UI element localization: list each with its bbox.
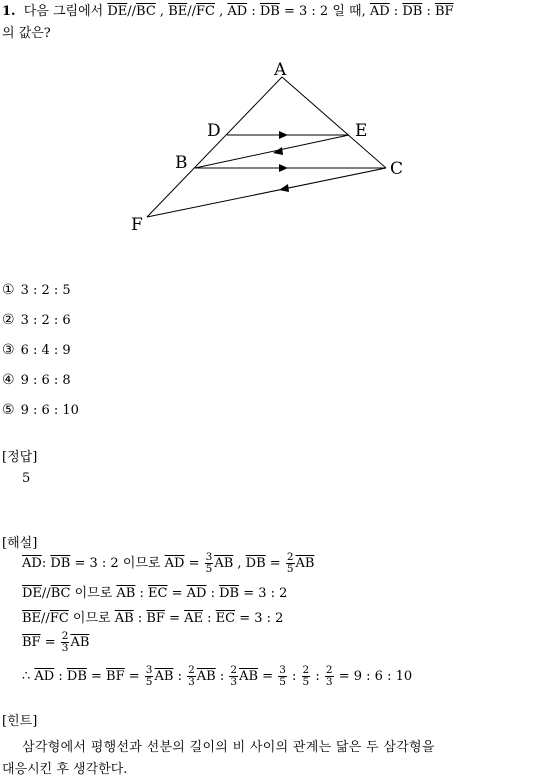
question-line-1: 1. 다음 그림에서 $\overline{DE}//\overline{BC}$ , $\overline{BE}//\overline{FC}$ , $\overline{AD}$ : $\overline{DB} = 3$ : 2 일 때, $\overline{AD}$ : $\overline{DB}$ : $\overline{BF}$ bbox=[2, 4, 454, 19]
explanation-line-4: $\overline{BF}$ = $\frac{2}{3}$ $\overline{AB}$ bbox=[22, 629, 90, 654]
segment-de: $\overline{DE}$ bbox=[107, 4, 128, 19]
hint-header: [힌트] bbox=[2, 714, 38, 729]
explanation-line-5: ∴ $\overline{AD}$ : $\overline{DB} = \overline{BF}$ = $\frac{3}{5}$ $\overline{AB}$ : $\frac{2}{3}$ $\overline{AB}$ : $\frac{2}{3}$ $\overline{AB}$ = $\frac{3}{5}$ : $\frac{2}{5}$ : $\frac{2}{3}$ = 9 : 6 : 10 bbox=[22, 663, 413, 688]
triangle-figure bbox=[0, 0, 535, 260]
segment-bc: $\overline{BC}$ bbox=[136, 4, 156, 19]
label-f: F bbox=[131, 215, 143, 235]
explanation-line-2: $\overline{DE}//\overline{BC}$ 이므로 $\overline{AB}$ : $\overline{EC} = \overline{AD}$ : $\overline{DB} = 3$ : 2 bbox=[22, 586, 288, 601]
ratio-value: = 3 : 2 bbox=[283, 4, 329, 19]
answer-header: [정답] bbox=[2, 450, 38, 465]
hint-line-1: 삼각형에서 평행선과 선분의 길이의 비 사이의 관계는 닮은 두 삼각형을 bbox=[22, 740, 435, 755]
choice-1[interactable]: ① 3 : 2 : 5 bbox=[2, 282, 71, 298]
arrow-fc bbox=[279, 184, 289, 192]
label-e: E bbox=[355, 121, 368, 141]
segment-ad: $\overline{AD}$ bbox=[227, 4, 248, 19]
segment-bf: $\overline{BF}$ bbox=[434, 4, 454, 19]
choice-5[interactable]: ⑤ 9 : 6 : 10 bbox=[2, 402, 79, 418]
explanation-line-1: $\overline{AD}$: $\overline{DB} = 3$ : 2 이므로 $\overline{AD}$ = $\frac{3}{5}$ $\overline{AB}$ , $\overline{DB}$ = $\frac{2}{5}$ $\overline{AB}$ bbox=[22, 550, 315, 575]
explanation-line-3: $\overline{BE}//\overline{FC}$ 이므로 $\overline{AB}$ : $\overline{BF} = \overline{AE}$ : $\overline{EC} = 3$ : 2 bbox=[22, 611, 284, 626]
segment-fc-line bbox=[147, 168, 386, 217]
answer-value: 5 bbox=[22, 471, 31, 486]
question-when: 일 때, bbox=[332, 4, 366, 19]
segment-db: $\overline{DB}$ bbox=[259, 4, 280, 19]
choice-3[interactable]: ③ 6 : 4 : 9 bbox=[2, 342, 71, 358]
side-ac bbox=[282, 77, 386, 168]
hint-line-2: 대응시킨 후 생각한다. bbox=[2, 762, 128, 777]
explanation-header: [해설] bbox=[2, 536, 38, 551]
label-c: C bbox=[390, 159, 404, 179]
question-number: 1. bbox=[2, 4, 16, 19]
question-intro: 다음 그림에서 bbox=[23, 4, 104, 19]
label-a: A bbox=[274, 60, 287, 80]
choice-2[interactable]: ② 3 : 2 : 6 bbox=[2, 312, 71, 328]
side-af bbox=[147, 77, 282, 217]
segment-fc: $\overline{FC}$ bbox=[196, 4, 215, 19]
question-line-2: 의 값은? bbox=[2, 26, 51, 41]
arrow-de bbox=[279, 131, 288, 139]
label-d: D bbox=[207, 121, 221, 141]
segment-be: $\overline{BE}$ bbox=[168, 4, 188, 19]
choice-4[interactable]: ④ 9 : 6 : 8 bbox=[2, 372, 71, 388]
label-b: B bbox=[175, 153, 188, 173]
arrow-bc bbox=[279, 164, 288, 172]
